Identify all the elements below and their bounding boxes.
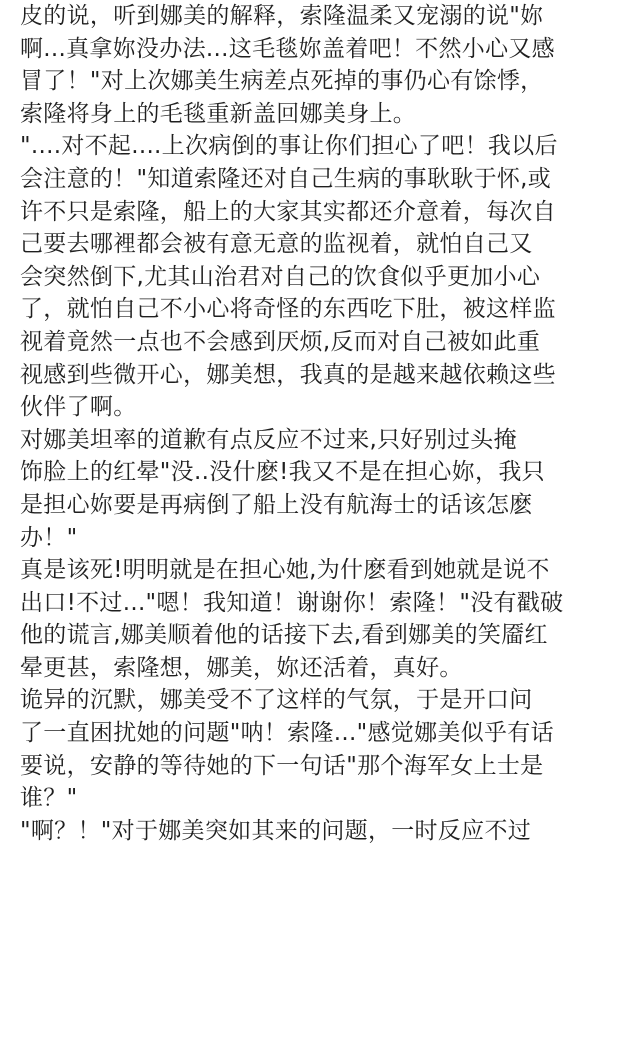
text-line: 出口!不过..."嗯！我知道！谢谢你！索隆！"没有戳破 [20,589,564,616]
text-line: 晕更甚，索隆想，娜美，妳还活着，真好。 [20,654,463,681]
text-line: 谁？" [20,785,78,812]
text-line: 了一直困扰她的问题"呐！索隆..."感觉娜美似乎有话 [20,720,554,747]
text-line: 会注意的！"知道索隆还对自己生病的事耿耿于怀,或 [20,165,552,192]
text-line: 啊...真拿妳没办法...这毛毯妳盖着吧！不然小心又感 [20,35,555,62]
text-line: 皮的说，听到娜美的解释，索隆温柔又宠溺的说"妳 [20,3,544,29]
text-line: "....对不起....上次病倒的事让你们担心了吧！我以后 [20,133,558,160]
text-line: 对娜美坦率的道歉有点反应不过来,只好别过头掩 [20,426,517,453]
text-line: 己要去哪裡都会被有意无意的监视着，就怕自己又 [20,231,533,258]
text-line: 伙伴了啊。 [20,394,137,421]
text-line: 他的谎言,娜美顺着他的话接下去,看到娜美的笑靥红 [20,622,548,649]
text-line: 视感到些微开心，娜美想，我真的是越来越依赖这些 [20,361,556,388]
text-line: 索隆将身上的毛毯重新盖回娜美身上。 [20,100,417,127]
text-line: 了，就怕自己不小心将奇怪的东西吃下肚，被这样监 [20,296,556,323]
text-line: 许不只是索隆，船上的大家其实都还介意着，每次自 [20,198,556,225]
text-line: 真是该死!明明就是在担心她,为什麽看到她就是说不 [20,557,550,584]
text-line: 要说，安静的等待她的下一句话"那个海军女上士是 [20,752,544,779]
text-line: 是担心妳要是再病倒了船上没有航海士的话该怎麽 [20,491,533,518]
text-line: "啊？！"对于娜美突如其来的问题，一时反应不过 [20,817,532,844]
text-line: 诡异的沉默，娜美受不了这样的气氛，于是开口问 [20,687,533,714]
text-line: 会突然倒下,尤其山治君对自己的饮食似乎更加小心 [20,263,541,290]
article-body [20,0,630,847]
text-line: 办！" [20,524,78,551]
text-line: 视着竟然一点也不会感到厌烦,反而对自己被如此重 [20,328,541,355]
text-line: 冒了！"对上次娜美生病差点死掉的事仍心有馀悸， [20,68,544,95]
text-line: 饰脸上的红晕"没..没什麽!我又不是在担心妳，我只 [20,459,545,486]
